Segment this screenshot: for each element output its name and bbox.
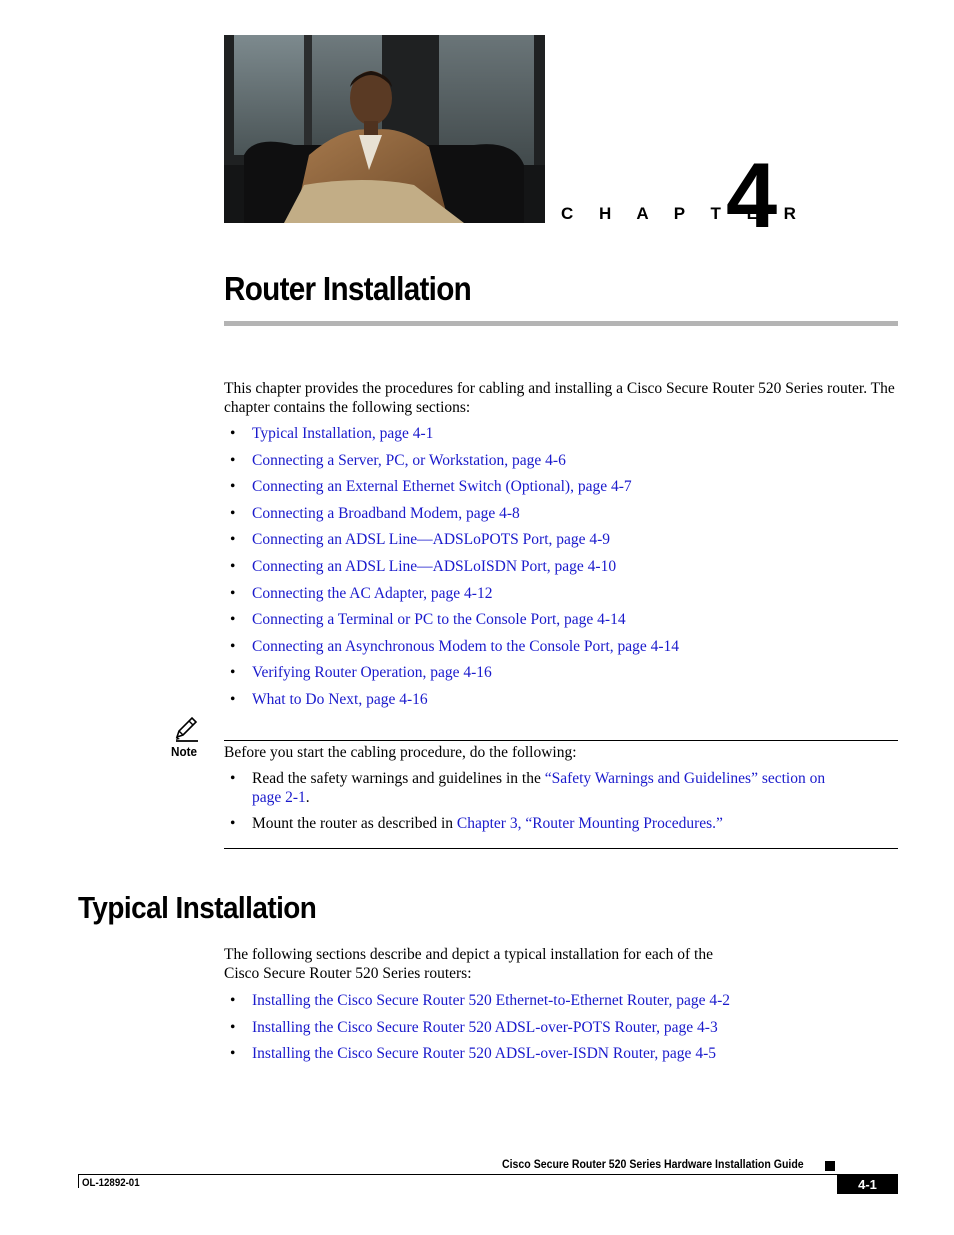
- section-link[interactable]: Connecting a Server, PC, or Workstation, page 4-6: [252, 451, 566, 469]
- footer-guide-title: Cisco Secure Router 520 Series Hardware Installation Guide: [502, 1157, 804, 1171]
- note-label: Note: [171, 744, 198, 759]
- section-link[interactable]: Connecting an Asynchronous Modem to the Console Port, page 4-14: [252, 637, 680, 655]
- installation-link[interactable]: Installing the Cisco Secure Router 520 ADSL-over-ISDN Router, page 4-5: [252, 1045, 716, 1063]
- list-item: [224, 610, 679, 629]
- footer-rule: [78, 1174, 898, 1175]
- list-item: [224, 451, 679, 470]
- list-item: [224, 424, 679, 443]
- typical-paragraph: [224, 945, 713, 983]
- installation-link[interactable]: Installing the Cisco Secure Router 520 ADSL-over-POTS Router, page 4-3: [252, 1018, 718, 1036]
- chapter-photo: [224, 35, 545, 223]
- chapter-label: C H A P T E R: [561, 204, 807, 223]
- list-item: [224, 1018, 730, 1037]
- list-item: [224, 1044, 730, 1063]
- page-title: Router Installation: [224, 270, 472, 307]
- footer-marker: [825, 1161, 835, 1171]
- note-item-2: [224, 814, 904, 833]
- note-item-1-prefix: Read the safety warnings and guidelines in the: [252, 770, 545, 787]
- note-bottom-rule: [224, 848, 898, 849]
- section-link[interactable]: Verifying Router Operation, page 4-16: [252, 664, 492, 682]
- note-item-1: [224, 769, 904, 807]
- section-link[interactable]: Connecting the AC Adapter, page 4-12: [252, 584, 493, 602]
- note-top-rule: [224, 740, 898, 741]
- list-item: [224, 504, 679, 523]
- section-link[interactable]: Typical Installation, page 4-1: [252, 425, 434, 442]
- section-list: [224, 424, 679, 709]
- page-number: 4-1: [837, 1175, 898, 1194]
- safety-warnings-page-link[interactable]: page 2-1: [252, 789, 306, 806]
- typical-link-list: [224, 991, 730, 1063]
- list-item: [224, 637, 679, 656]
- title-divider: [224, 321, 898, 326]
- list-item: [224, 477, 679, 496]
- chapter-3-link[interactable]: Chapter 3, “Router Mounting Procedures.”: [456, 815, 723, 832]
- bullet-glyph: •: [230, 770, 236, 787]
- typical-paragraph-line-2: Cisco Secure Router 520 Series routers:: [224, 965, 472, 982]
- intro-paragraph: This chapter provides the procedures for cabling and installing a Cisco Secure Router 520 Series router. The chapter contains the following sections:: [224, 380, 895, 416]
- note-lead: Before you start the cabling procedure, do the following:: [224, 744, 577, 761]
- bullet-glyph: •: [230, 815, 236, 832]
- section-link[interactable]: What to Do Next, page 4-16: [252, 690, 428, 708]
- list-item: [224, 530, 679, 549]
- section-link[interactable]: Connecting an ADSL Line—ADSLoPOTS Port, page 4-9: [252, 531, 611, 549]
- document-id: OL-12892-01: [82, 1177, 140, 1189]
- installation-link[interactable]: Installing the Cisco Secure Router 520 Ethernet-to-Ethernet Router, page 4-2: [252, 992, 731, 1009]
- list-item: [224, 584, 679, 603]
- list-item: [224, 690, 679, 709]
- section-heading: Typical Installation: [78, 890, 317, 925]
- list-item: [224, 557, 679, 576]
- note-item-1-suffix: .: [305, 789, 310, 806]
- note-item-2-prefix: Mount the router as described in: [252, 815, 457, 832]
- section-link[interactable]: Connecting a Broadband Modem, page 4-8: [252, 504, 520, 522]
- list-item: [224, 663, 679, 682]
- section-link[interactable]: Connecting an External Ethernet Switch (Optional), page 4-7: [252, 478, 632, 496]
- typical-paragraph-line-1: The following sections describe and depict a typical installation for each of the: [224, 946, 713, 963]
- safety-warnings-link[interactable]: “Safety Warnings and Guidelines” section on: [544, 770, 826, 787]
- man-in-armchair-illustration: [224, 35, 545, 223]
- list-item: [224, 991, 730, 1010]
- chapter-number: 4: [726, 145, 778, 247]
- section-link[interactable]: Connecting a Terminal or PC to the Console Port, page 4-14: [252, 611, 626, 629]
- footer-tick: [78, 1174, 79, 1188]
- pencil-note-icon: [174, 716, 200, 742]
- section-link[interactable]: Connecting an ADSL Line—ADSLoISDN Port, page 4-10: [252, 557, 617, 575]
